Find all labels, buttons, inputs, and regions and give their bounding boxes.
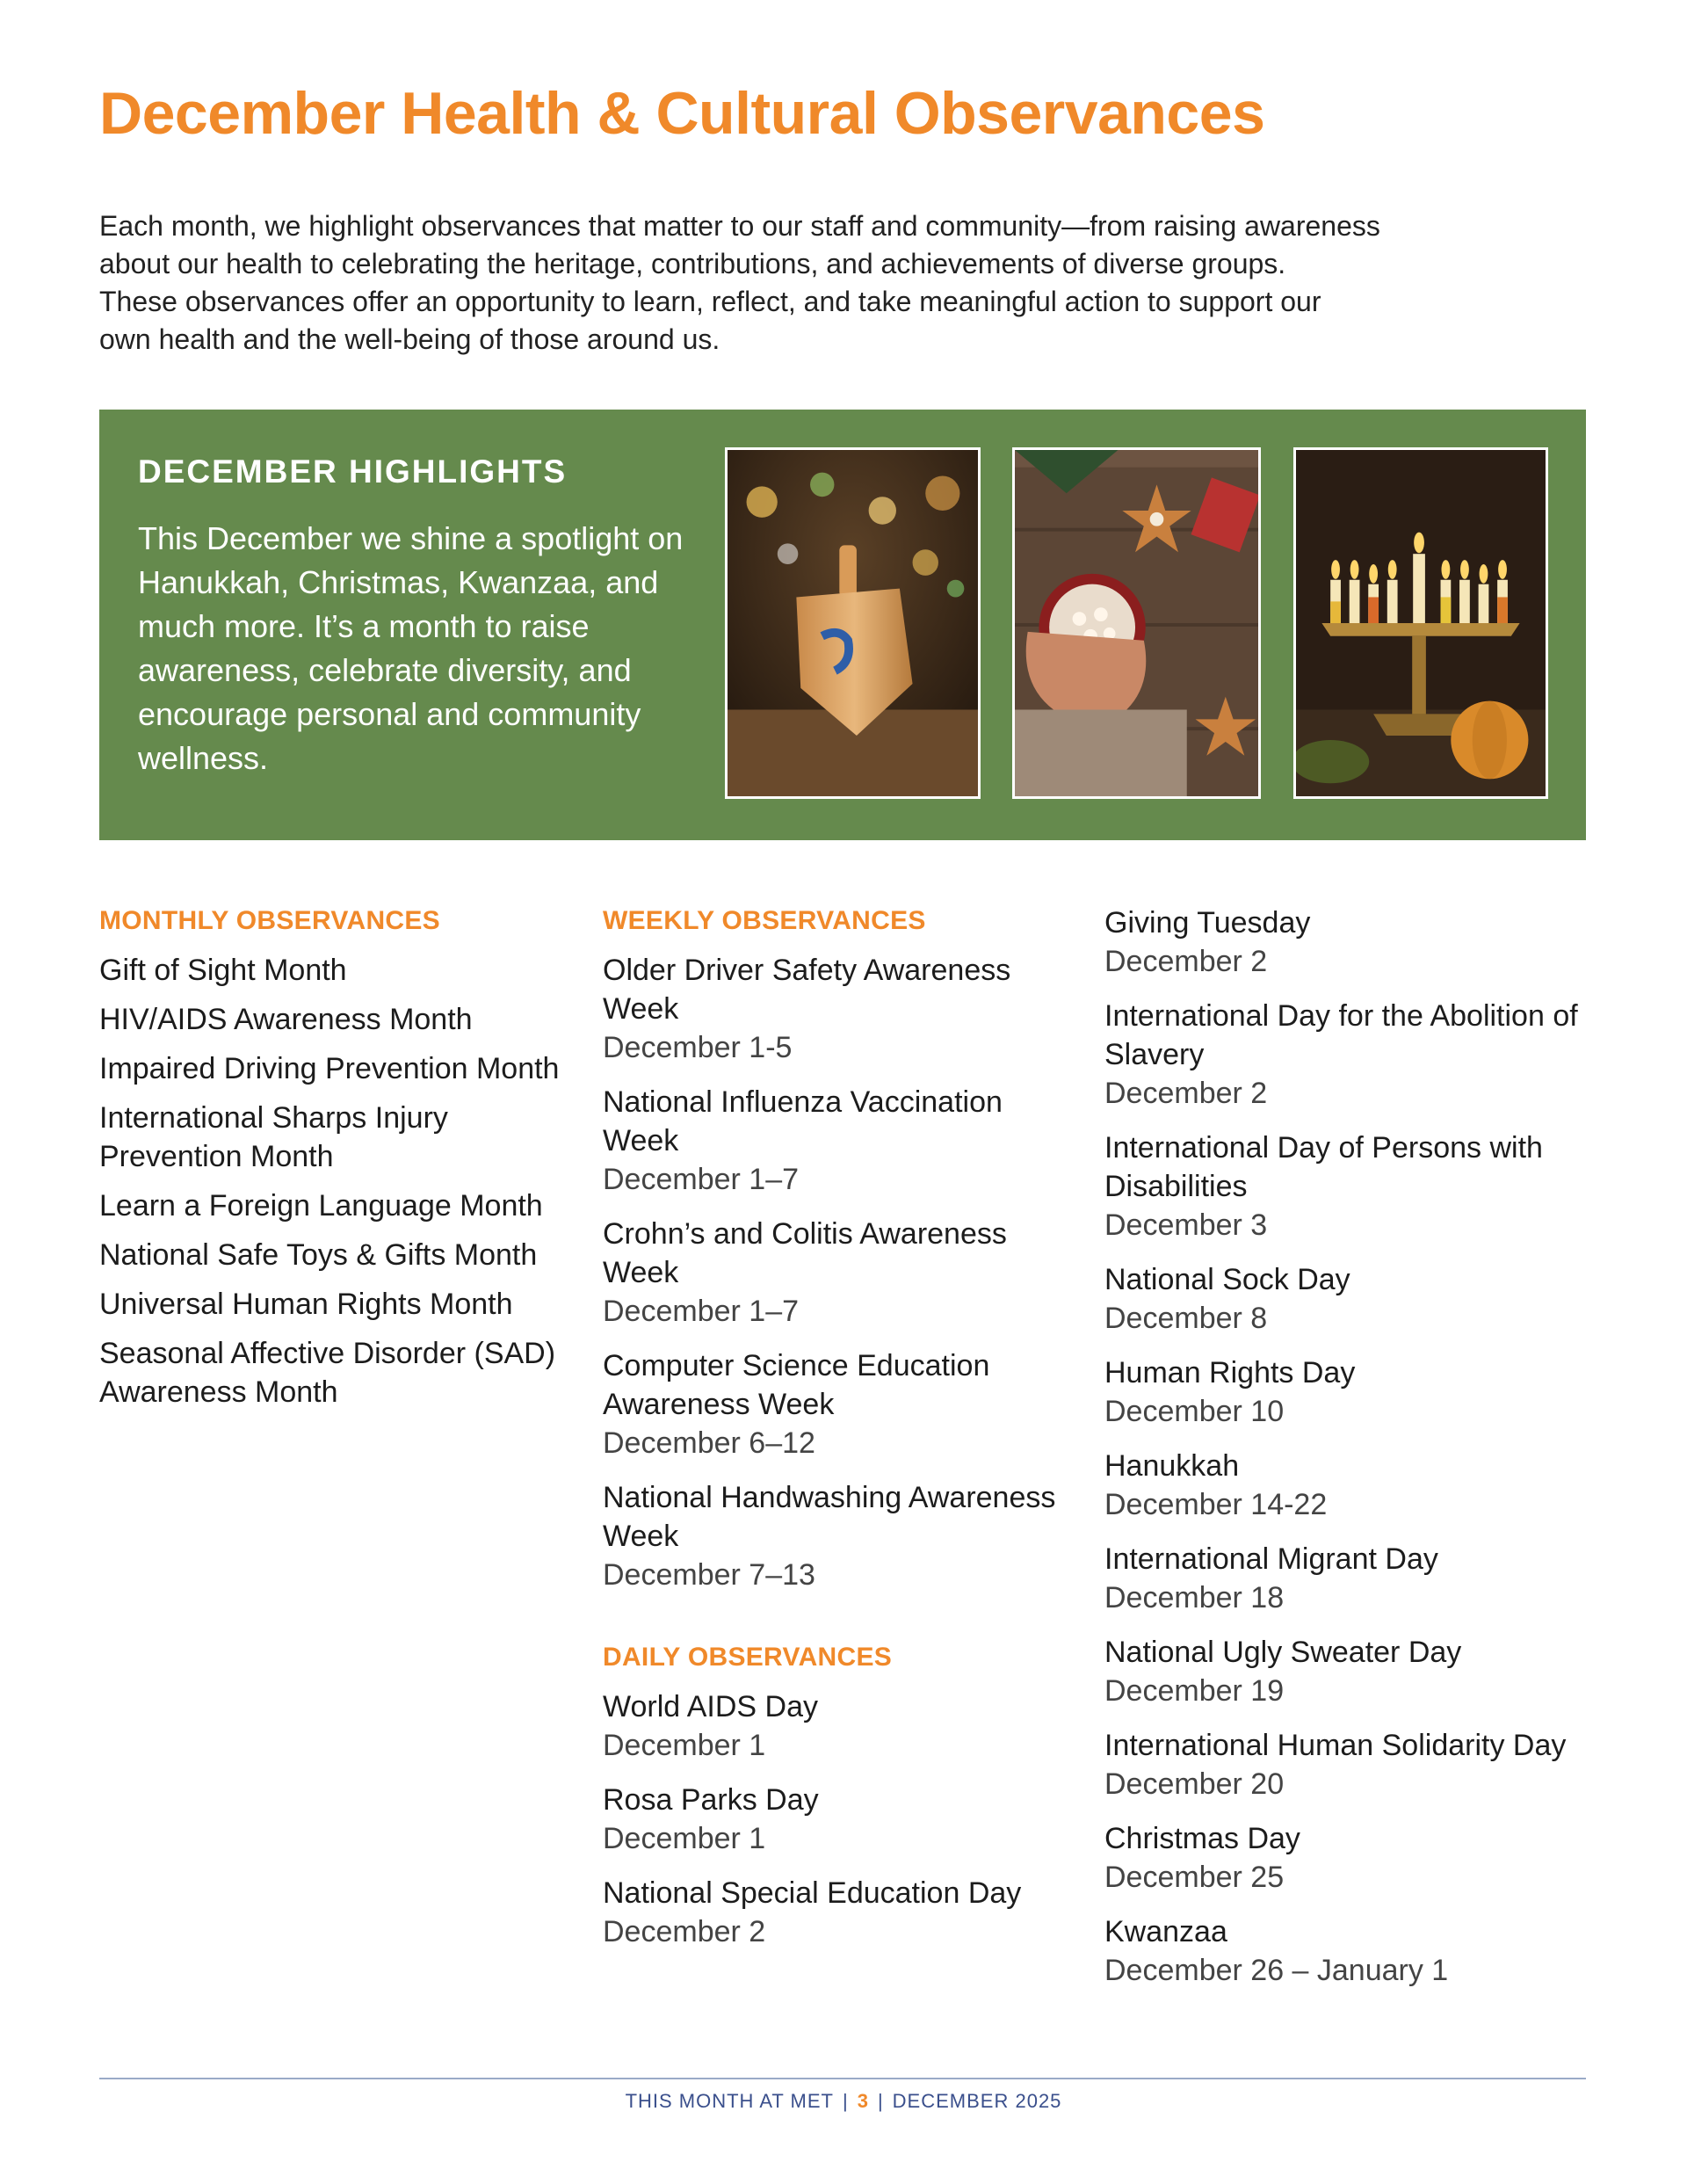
footer-date: DECEMBER 2025: [892, 2090, 1062, 2112]
observance-name: International Migrant Day: [1104, 1542, 1438, 1576]
list-item: [1104, 1128, 1596, 1244]
observance-name: Crohn’s and Colitis Awareness Week: [603, 1217, 1007, 1289]
page-footer: [0, 2090, 1687, 2113]
observance-date: December 10: [1104, 1395, 1285, 1428]
list-item: Learn a Foreign Language Month: [99, 1189, 543, 1223]
observance-date: December 25: [1104, 1861, 1285, 1894]
intro-paragraph: [99, 207, 1540, 359]
observance-date: December 2: [1104, 1077, 1268, 1110]
observance-date: December 18: [1104, 1581, 1285, 1614]
list-item: Seasonal Affective Disorder (SAD) Awareness Month: [99, 1337, 556, 1409]
observance-date: December 1-5: [603, 1031, 793, 1064]
intro-line: These observances offer an opportunity to learn, reflect, and take meaningful action to support our: [99, 286, 1321, 317]
list-item: National Safe Toys & Gifts Month: [99, 1238, 538, 1272]
list-item: [603, 1083, 1077, 1199]
weekly-heading: WEEKLY OBSERVANCES: [603, 906, 926, 935]
page-title: December Health & Cultural Observances: [99, 80, 1265, 147]
observance-date: December 1–7: [603, 1295, 800, 1328]
observance-name: National Ugly Sweater Day: [1104, 1636, 1462, 1669]
observance-date: December 3: [1104, 1208, 1268, 1242]
list-item: [1104, 1633, 1596, 1710]
list-item: [603, 1478, 1077, 1594]
december-highlights-panel: [99, 410, 1586, 840]
list-item: [1104, 903, 1596, 981]
intro-line: Each month, we highlight observances that matter to our staff and community—from raising awareness: [99, 210, 1380, 242]
observance-date: December 14-22: [1104, 1488, 1328, 1521]
observance-name: Giving Tuesday: [1104, 906, 1311, 940]
monthly-observances-column: [99, 903, 574, 1422]
observance-date: December 1: [603, 1729, 766, 1762]
observance-name: National Sock Day: [1104, 1263, 1350, 1296]
list-item: [603, 1874, 1077, 1951]
daily-continued-column: [1104, 903, 1596, 2006]
observance-name: National Special Education Day: [603, 1876, 1022, 1910]
observance-name: World AIDS Day: [603, 1690, 819, 1723]
weekly-daily-column: [603, 903, 1077, 1967]
list-item: [1104, 997, 1596, 1113]
observance-name: Christmas Day: [1104, 1822, 1300, 1855]
daily-heading: DAILY OBSERVANCES: [603, 1643, 893, 1672]
observance-date: December 1: [603, 1822, 766, 1855]
observance-date: December 20: [1104, 1767, 1285, 1801]
footer-divider: [99, 2078, 1586, 2079]
list-item: Universal Human Rights Month: [99, 1288, 513, 1321]
observance-name: Rosa Parks Day: [603, 1783, 819, 1817]
list-item: [1104, 1912, 1596, 1990]
list-item: [1104, 1353, 1596, 1431]
observance-date: December 1–7: [603, 1163, 800, 1196]
observance-name: National Handwashing Awareness Week: [603, 1481, 1056, 1553]
list-item: [1104, 1819, 1596, 1897]
footer-separator: |: [842, 2090, 849, 2112]
observance-name: International Day of Persons with Disabilities: [1104, 1131, 1543, 1203]
list-item: [603, 1687, 1077, 1765]
list-item: [1104, 1540, 1596, 1617]
observance-name: Human Rights Day: [1104, 1356, 1356, 1389]
highlights-text: This December we shine a spotlight on Hanukkah, Christmas, Kwanzaa, and much more. It’s a month to raise awareness, celebrate diversity, and encourage personal and community wellness.: [138, 520, 684, 776]
footer-publication: THIS MONTH AT MET: [625, 2090, 834, 2112]
list-item: [1104, 1447, 1596, 1524]
observance-name: Older Driver Safety Awareness Week: [603, 954, 1011, 1026]
list-item: [603, 1781, 1077, 1858]
page-number: 3: [857, 2090, 869, 2112]
list-item: [603, 1215, 1077, 1331]
observance-date: December 26 – January 1: [1104, 1954, 1449, 1987]
observance-name: International Human Solidarity Day: [1104, 1729, 1567, 1762]
observance-name: International Day for the Abolition of Slavery: [1104, 999, 1578, 1071]
list-item: HIV/AIDS Awareness Month: [99, 1003, 473, 1036]
list-item: [1104, 1260, 1596, 1338]
observance-date: December 2: [603, 1915, 766, 1948]
observance-name: National Influenza Vaccination Week: [603, 1085, 1003, 1157]
observance-name: Kwanzaa: [1104, 1915, 1227, 1948]
observance-date: December 6–12: [603, 1426, 815, 1460]
hot-cocoa-photo: [1012, 447, 1261, 799]
monthly-heading: MONTHLY OBSERVANCES: [99, 906, 440, 935]
list-item: [603, 1346, 1077, 1462]
list-item: Impaired Driving Prevention Month: [99, 1052, 560, 1085]
dreidel-photo: [725, 447, 981, 799]
list-item: [1104, 1726, 1596, 1803]
footer-separator: |: [877, 2090, 884, 2112]
observance-date: December 19: [1104, 1674, 1285, 1708]
observance-name: Computer Science Education Awareness Week: [603, 1349, 990, 1421]
observance-date: December 2: [1104, 945, 1268, 978]
observance-name: Hanukkah: [1104, 1449, 1240, 1483]
intro-line: about our health to celebrating the heritage, contributions, and achievements of diverse groups.: [99, 248, 1286, 279]
highlights-heading: DECEMBER HIGHLIGHTS: [138, 453, 568, 490]
observance-date: December 7–13: [603, 1558, 815, 1592]
menorah-photo: [1293, 447, 1548, 799]
intro-line: own health and the well-being of those around us.: [99, 323, 720, 355]
list-item: Gift of Sight Month: [99, 954, 347, 987]
list-item: International Sharps Injury Prevention Month: [99, 1101, 448, 1173]
observance-date: December 8: [1104, 1302, 1268, 1335]
list-item: [603, 951, 1077, 1067]
